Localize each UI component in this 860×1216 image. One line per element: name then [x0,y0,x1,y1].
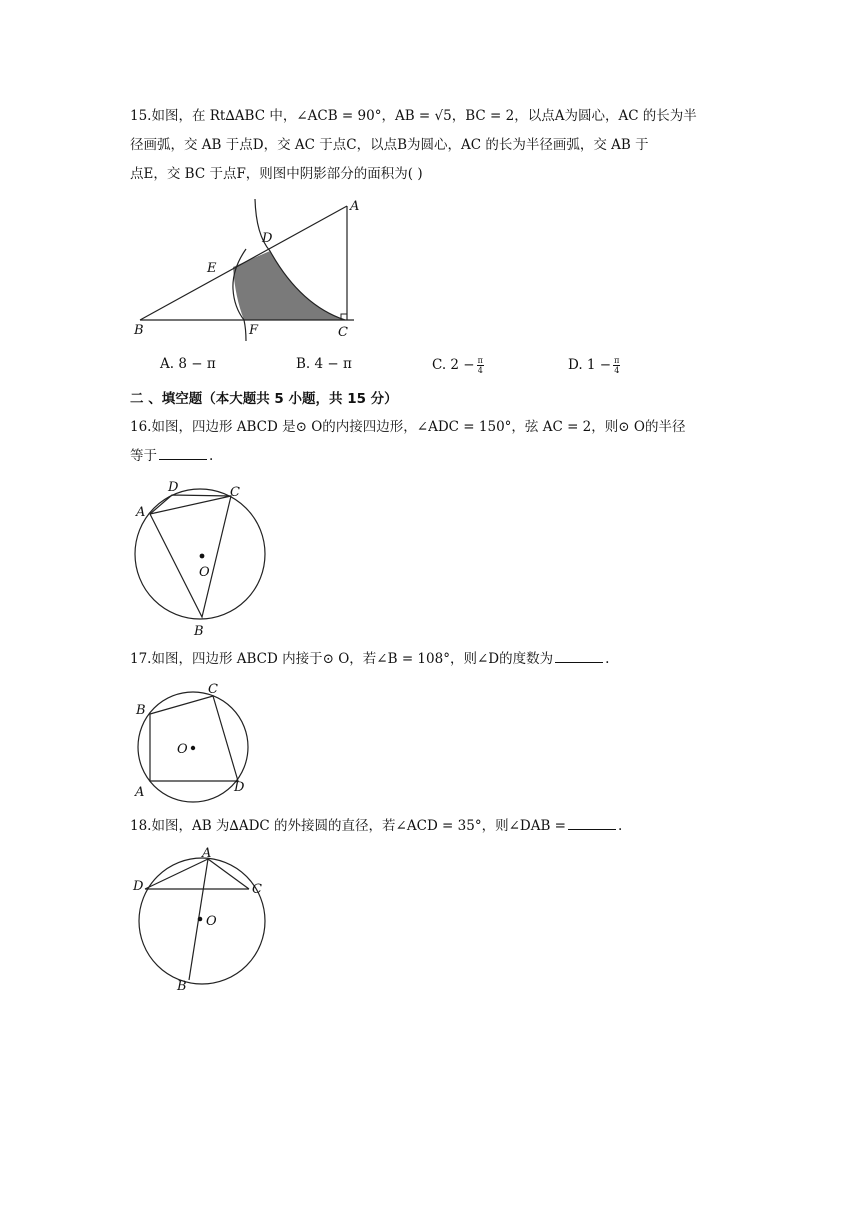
choice-d [568,356,620,375]
q17-label-d: D [234,780,245,795]
choice-c-text: C. 2 − [432,357,475,373]
choice-d-fraction [613,356,620,375]
q15-line-3: 点E，交 BC 于点F，则图中阴影部分的面积为( ) [130,166,423,182]
choice-c-fraction [477,356,484,375]
choice-d-frac-num: π [614,356,620,365]
q16-figure [128,475,273,645]
question-17-text [130,645,730,674]
q17-line-post: . [605,651,610,667]
q16-center-dot [200,554,205,559]
q15-label-a: A [350,199,360,214]
q16-line-2-post: . [209,448,214,464]
q17-answer-blank[interactable] [555,648,603,663]
q16-answer-blank[interactable] [159,445,207,460]
q18-label-o: O [206,914,217,929]
q17-line [130,645,730,674]
q15-label-f: F [249,323,259,338]
q16-line-2 [130,442,730,471]
q15-label-c: C [338,325,348,340]
choice-c [432,356,484,375]
choice-b: B. 4 − π [296,356,352,372]
q15-line-1: 15.如图，在 Rt∆ABC 中，∠ACB = 90°，AB = √5，BC = 2，以点A为圆心，AC 的长为半 [130,108,697,124]
q18-line [130,812,730,841]
q15-label-e: E [207,261,217,276]
question-16-text [130,413,730,471]
q18-figure [128,845,278,995]
q18-answer-blank[interactable] [568,815,616,830]
q15-label-b: B [134,323,144,338]
choice-d-frac-den: 4 [614,366,620,375]
q18-label-d: D [133,879,144,894]
q16-label-d: D [168,480,179,495]
q18-label-a: A [202,846,212,861]
choice-c-frac-num: π [477,356,483,365]
q16-line-2-pre: 等于 [130,448,157,464]
choice-a: A. 8 − π [160,356,216,372]
q16-label-a: A [136,505,146,520]
q15-line-2: 径画弧，交 AB 于点D，交 AC 于点C，以点B为圆心，AC 的长为半径画弧，交 AB 于 [130,137,649,153]
q17-label-b: B [136,703,146,718]
q17-figure [128,678,258,803]
q15-choices [160,356,680,382]
q17-label-c: C [208,682,218,697]
question-15-text [130,102,730,189]
q18-label-c: C [252,882,262,897]
question-18-text [130,812,730,841]
choice-d-text: D. 1 − [568,357,612,373]
q18-center-dot [198,917,203,922]
q17-center-dot [191,746,195,750]
q16-chord-ac [150,496,231,514]
q15-label-d: D [262,231,273,246]
section-heading: 二 、填空题（本大题共 5 小题，共 15 分） [130,391,398,407]
q18-circle [139,858,265,984]
q18-label-b: B [177,979,187,994]
q16-line-1: 16.如图，四边形 ABCD 是⊙ O的内接四边形，∠ADC = 150°，弦 AC = 2，则⊙ O的半径 [130,419,686,435]
choice-c-frac-den: 4 [477,366,483,375]
q18-line-pre: 18.如图，AB 为∆ADC 的外接圆的直径，若∠ACD = 35°，则∠DAB = [130,818,566,834]
q17-line-pre: 17.如图，四边形 ABCD 内接于⊙ O，若∠B = 108°，则∠D的度数为 [130,651,554,667]
q17-label-a: A [135,785,145,800]
q17-label-o: O [177,742,188,757]
q15-shaded-region [233,251,345,320]
q17-quadrilateral [150,696,238,781]
q16-label-b: B [194,624,204,639]
q16-circle [135,489,265,619]
q16-label-o: O [199,565,210,580]
q15-figure [128,193,368,343]
q16-quadrilateral [150,495,231,617]
q18-line-post: . [618,818,623,834]
q16-label-c: C [230,485,240,500]
